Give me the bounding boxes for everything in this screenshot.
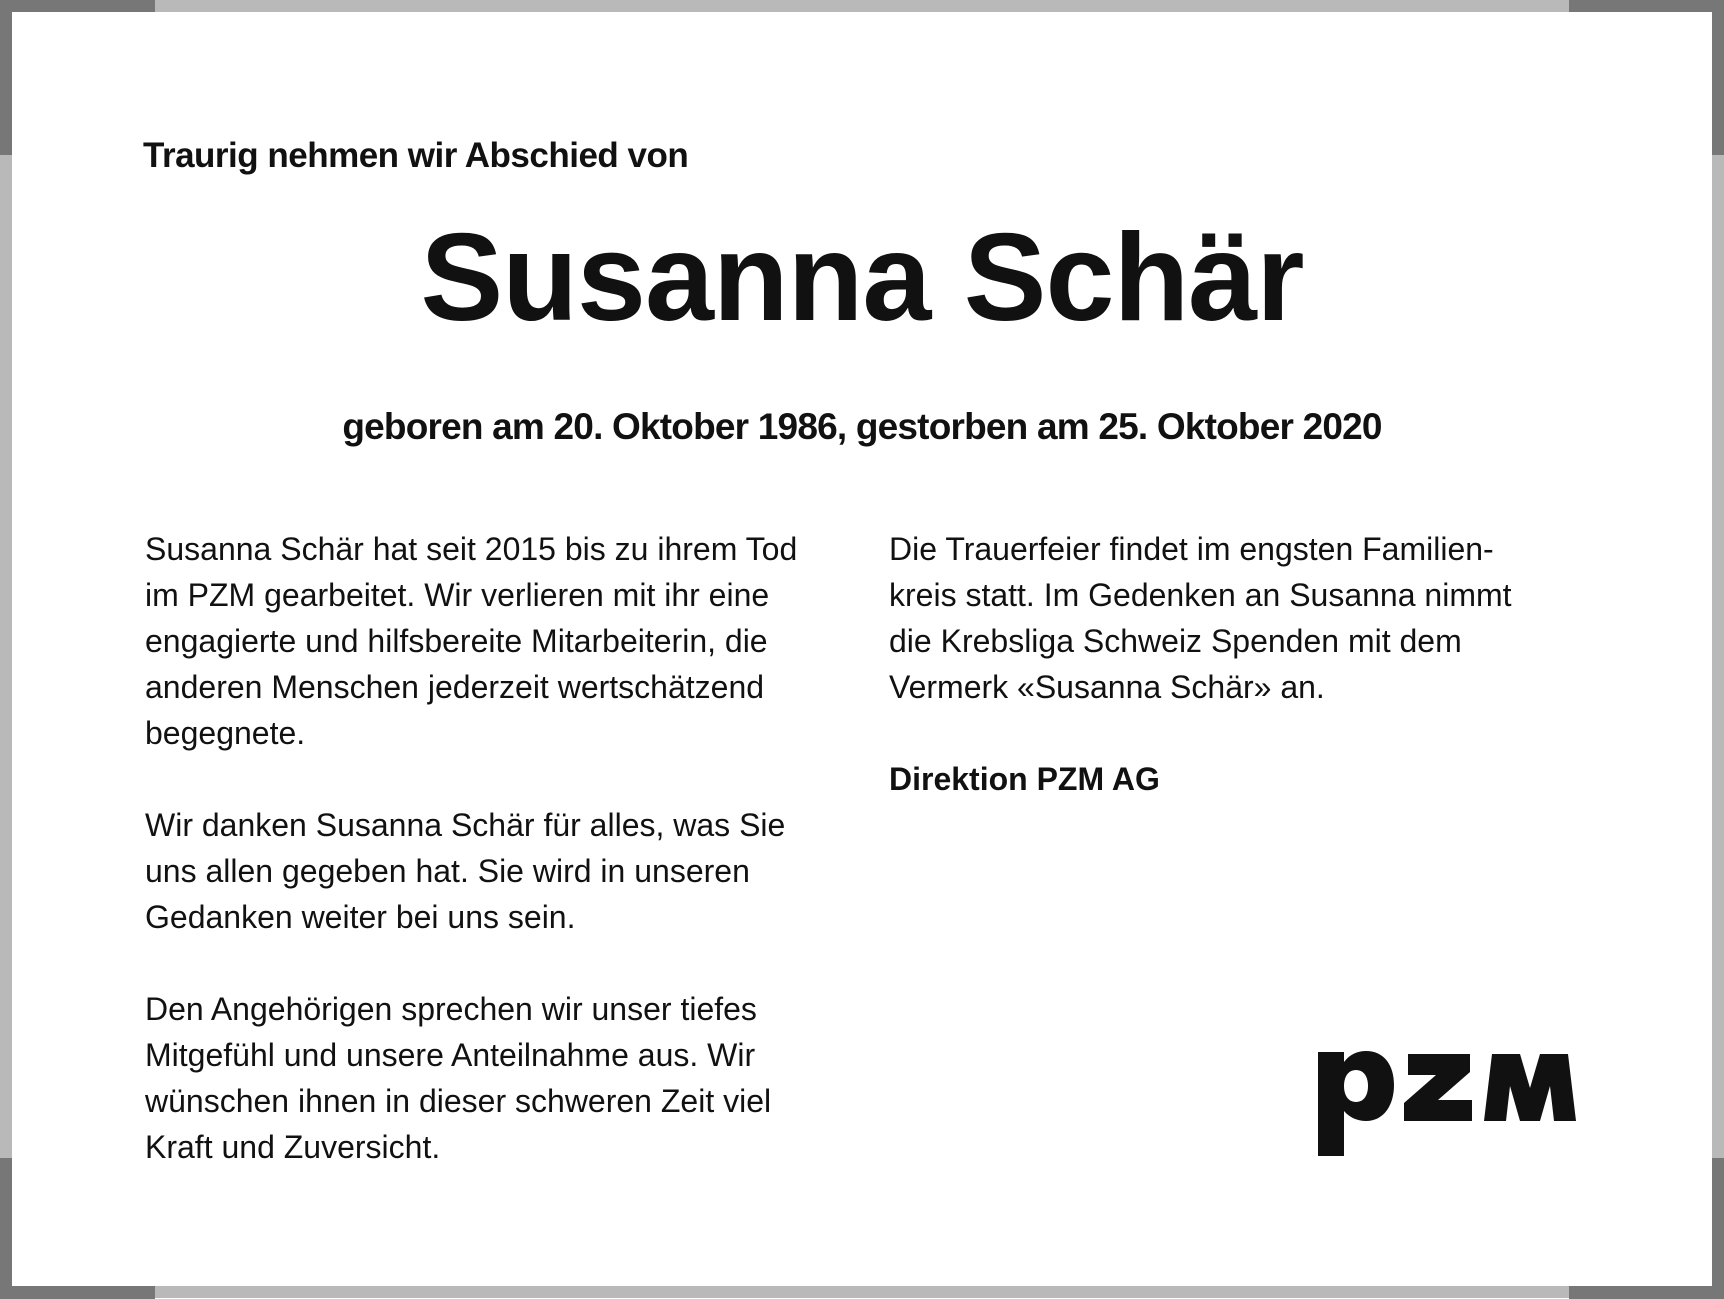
crop-mark	[1569, 0, 1724, 12]
crop-mark	[1569, 1286, 1724, 1299]
left-column	[145, 526, 845, 1170]
frame-bottom	[0, 1286, 1724, 1298]
paragraph: Wir danken Susanna Schär für alles, was Sie uns allen gegeben hat. Sie wird in unseren Gedanken weiter bei uns sein.	[145, 807, 786, 935]
crop-mark	[0, 0, 12, 155]
paragraph: Die Trauerfeier findet im engsten Familien- kreis statt. Im Gedenken an Susanna nimmt die Krebsliga Schweiz Spenden mit dem Vermerk «Susanna Schär» an.	[889, 531, 1512, 705]
paragraph: Den Angehörigen sprechen wir unser tiefes Mitgefühl und unsere Anteilnahme aus. Wir wünschen ihnen in dieser schweren Zeit viel Kraft und Zuversicht.	[145, 991, 772, 1165]
crop-mark	[1712, 0, 1724, 155]
intro-line: Traurig nehmen wir Abschied von	[143, 136, 689, 175]
pzm-logo	[1314, 1048, 1580, 1158]
frame-top	[0, 0, 1724, 12]
right-column	[889, 526, 1589, 802]
frame-right	[1712, 0, 1724, 1299]
crop-mark	[0, 1158, 12, 1299]
frame-left	[0, 0, 12, 1299]
signature: Direktion PZM AG	[889, 761, 1160, 797]
crop-mark	[1712, 1158, 1724, 1299]
crop-mark	[0, 0, 155, 12]
crop-mark	[0, 1286, 155, 1299]
deceased-name: Susanna Schär	[420, 209, 1304, 347]
paragraph: Susanna Schär hat seit 2015 bis zu ihrem Tod im PZM gearbeitet. Wir verlieren mit ihr eine engagierte und hilfsbereite Mitarbeiterin, die anderen Menschen jederzeit wertschätzend begegnete.	[145, 531, 798, 751]
life-dates: geboren am 20. Oktober 1986, gestorben am 25. Oktober 2020	[342, 406, 1382, 447]
